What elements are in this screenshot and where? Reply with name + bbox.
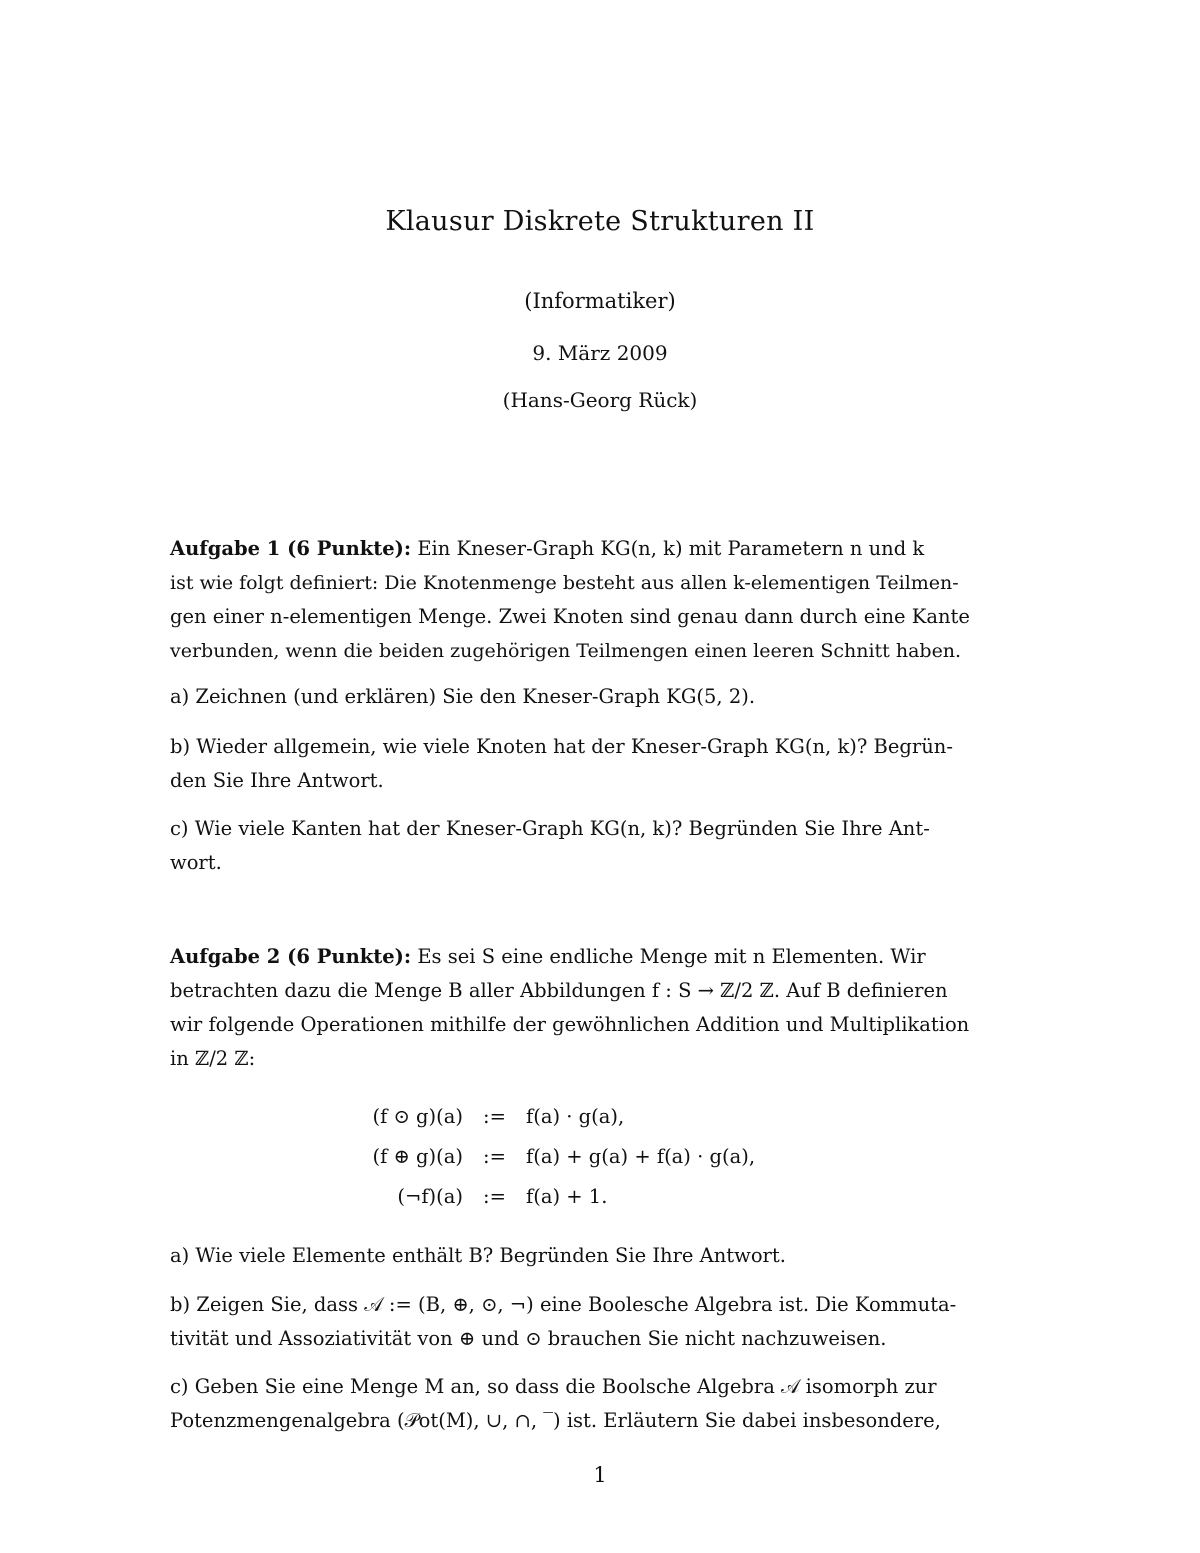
task2-part-c [170,1370,975,1438]
equation-op: := [483,1144,506,1168]
task2-intro [170,940,975,1076]
equation-row [360,1136,755,1176]
task2-heading: Aufgabe 2 (6 Punkte): [170,945,412,968]
exam-title: Klausur Diskrete Strukturen II [385,206,815,237]
exam-date: 9. März 2009 [532,341,668,365]
page-number: 1 [593,1463,607,1487]
task2-line-2: betrachten dazu die Menge B aller Abbildungen f : S → ℤ/2 ℤ. Auf B definieren [170,979,948,1002]
equation-lhs: (f ⊙ g)(a) [372,1104,463,1128]
task1-heading: Aufgabe 1 (6 Punkte): [170,537,412,560]
exam-author: (Hans-Georg Rück) [502,388,698,412]
task2-part-b-line-2: tivität und Assoziativität von ⊕ und ⊙ brauchen Sie nicht nachzuweisen. [170,1327,887,1350]
task1-intro-first: Ein Kneser-Graph KG(n, k) mit Parametern n und k [417,537,925,560]
task2-intro-first: Es sei S eine endliche Menge mit n Elementen. Wir [417,945,926,968]
equation-rhs: f(a) + g(a) + f(a) · g(a), [526,1144,756,1168]
task2-part-a-text: a) Wie viele Elemente enthält B? Begründen Sie Ihre Antwort. [170,1244,786,1267]
equation-op: := [483,1184,506,1208]
task1-part-b-line-2: den Sie Ihre Antwort. [170,769,384,792]
task2-part-a [170,1239,975,1273]
task1-intro [170,532,975,668]
task2-line-1 [170,940,975,974]
task1-part-a [170,680,975,714]
equation-op: := [483,1104,506,1128]
task2-line-4: in ℤ/2 ℤ: [170,1047,256,1070]
task1-line-2: ist wie folgt definiert: Die Knotenmenge besteht aus allen k-elementigen Teilmen- [170,572,959,594]
equation-lhs: (f ⊕ g)(a) [372,1144,463,1168]
task2-part-b-line-1: b) Zeigen Sie, dass 𝒜 := (B, ⊕, ⊙, ¬) eine Boolesche Algebra ist. Die Kommuta- [170,1293,957,1316]
task2-part-c-line-2: Potenzmengenalgebra (𝒫ot(M), ∪, ∩, ‾) ist. Erläutern Sie dabei insbesondere, [170,1409,941,1432]
task1-part-c-line-2: wort. [170,851,222,874]
task1-line-4: verbunden, wenn die beiden zugehörigen Teilmengen einen leeren Schnitt haben. [170,640,962,662]
task2-equations [360,1096,755,1216]
task1-line-3: gen einer n-elementigen Menge. Zwei Knoten sind genau dann durch eine Kante [170,605,970,628]
equation-row [360,1176,755,1216]
task2-part-b [170,1288,975,1356]
equation-lhs: (¬f)(a) [397,1184,463,1208]
exam-subtitle: (Informatiker) [524,289,676,313]
equation-row [360,1096,755,1136]
task1-part-b [170,730,975,798]
equation-rhs: f(a) + 1. [526,1184,608,1208]
task2-part-c-line-1: c) Geben Sie eine Menge M an, so dass die Boolsche Algebra 𝒜 isomorph zur [170,1375,937,1398]
task2-line-3: wir folgende Operationen mithilfe der gewöhnlichen Addition und Multiplikation [170,1013,970,1036]
task1-part-b-line-1: b) Wieder allgemein, wie viele Knoten hat der Kneser-Graph KG(n, k)? Begrün- [170,735,953,758]
task1-line-1 [170,532,975,566]
task1-part-a-text: a) Zeichnen (und erklären) Sie den Kneser-Graph KG(5, 2). [170,685,756,708]
task1-part-c-line-1: c) Wie viele Kanten hat der Kneser-Graph KG(n, k)? Begründen Sie Ihre Ant- [170,817,930,840]
task1-part-c [170,812,975,880]
equation-rhs: f(a) · g(a), [526,1104,625,1128]
